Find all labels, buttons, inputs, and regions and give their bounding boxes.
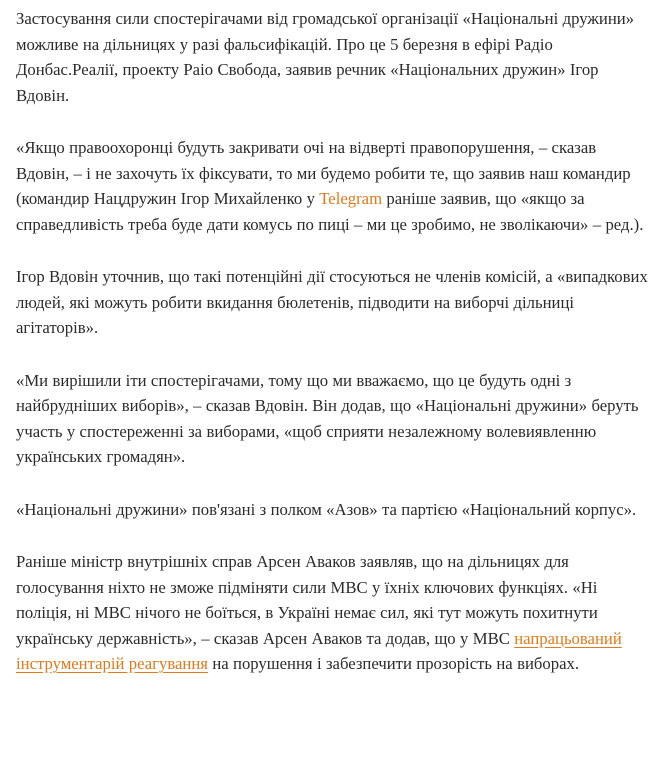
paragraph-2-text-before: «Якщо правоохоронці будуть закривати очі на відверті правопорушення, – сказав Вдовін, – і не захочуть їх фіксувати, то ми будемо робити те, що заявив наш командир (командир Нацдружин Ігор Михайленко у (16, 138, 631, 208)
paragraph-4-text: «Ми вирішили іти спостерігачами, тому що ми вважаємо, що це будуть одні з найбрудніших виборів», – сказав Вдовін. Він додав, що «Національні дружини» беруть участь у спостереженні за виборами, «щоб сприяти незалежному волевиявленню українських громадян». (16, 370, 639, 466)
paragraph-2 (16, 135, 650, 237)
paragraph-1-text: Застосування сили спостерігачами від громадської організації «Національні дружини» можливе на дільницях у разі фальсифікацій. Про це 5 березня в ефірі Радіо Донбас.Реалії, проекту Раіо Свобода, заявив речник «Національних дружин» Ігор Вдовін. (16, 9, 635, 105)
paragraph-2-text-after: раніше заявив, що «якщо за справедливість треба буде дати комусь по пиці – ми це зробимо, не зволікаючи» – ред.). (16, 189, 644, 234)
paragraph-6-text-after: на порушення і забезпечити прозорість на виборах. (207, 654, 579, 673)
paragraph-5 (16, 497, 650, 523)
paragraph-5-text: «Національні дружини» пов'язані з полком «Азов» та партією «Національний корпус». (16, 499, 637, 519)
paragraph-1 (16, 6, 650, 108)
paragraph-6 (16, 549, 650, 677)
paragraph-3 (16, 264, 650, 341)
paragraph-3-text: Ігор Вдовін уточнив, що такі потенційні дії стосуються не членів комісій, а «випадкових людей, які можуть робити вкидання бюлетенів, підводити на виборчі дільниці агітаторів». (16, 267, 648, 337)
paragraph-4 (16, 368, 650, 470)
paragraph-6-text-before: Раніше міністр внутрішніх справ Арсен Аваков заявляв, що на дільницях для голосування ніхто не зможе підміняти сили МВС у їхніх ключових функціях. «Ні поліція, ні МВС нічого не боїться, в Україні немає сил, які тут можуть похитнути українську державність», – сказав Арсен Аваков та додав, що у МВС (16, 552, 598, 648)
telegram-link[interactable]: Telegram (319, 189, 383, 208)
response-tools-link[interactable]: напрацьований інструментарій реагування (16, 628, 622, 673)
